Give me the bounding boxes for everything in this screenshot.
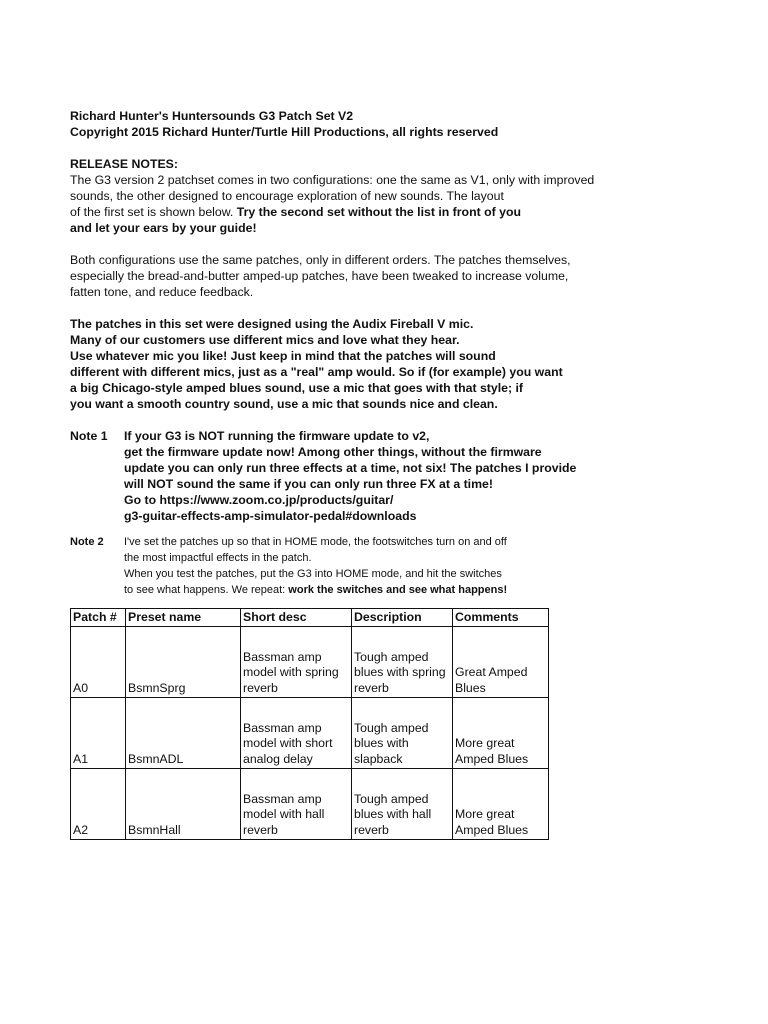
table-header-row xyxy=(71,609,549,627)
note-1-line: will NOT sound the same if you can only run three FX at a time! xyxy=(124,477,493,491)
mic-paragraph-line: different with different mics, just as a "real" amp would. So if (for example) you want xyxy=(70,365,563,379)
preset-name-cell: BsmnHall xyxy=(126,769,241,840)
note-1-line: If your G3 is NOT running the firmware update to v2, xyxy=(124,429,430,443)
note-1-line: update you can only run three effects at a time, not six! The patches I provide xyxy=(124,461,577,475)
release-notes-text: of the first set is shown below. xyxy=(70,205,234,219)
mic-paragraph-line: Use whatever mic you like! Just keep in mind that the patches will sound xyxy=(70,349,496,363)
patch-number-cell: A0 xyxy=(71,627,126,698)
column-header-comments: Comments xyxy=(453,609,549,627)
column-header-short-desc: Short desc xyxy=(241,609,352,627)
mic-paragraph-line: The patches in this set were designed using the Audix Fireball V mic. xyxy=(70,317,474,331)
note-2-line xyxy=(124,582,690,598)
note-2-emphasis: work the switches and see what happens! xyxy=(288,584,508,596)
patch-table xyxy=(70,608,549,840)
configurations-line: especially the bread-and-butter amped-up patches, have been tweaked to increase volume, xyxy=(70,269,569,283)
configurations-line: fatten tone, and reduce feedback. xyxy=(70,285,254,299)
note-1-label: Note 1 xyxy=(70,429,108,443)
document-page xyxy=(70,108,690,840)
mic-paragraph-line: a big Chicago-style amped blues sound, use a mic that goes with that style; if xyxy=(70,381,524,395)
column-header-description: Description xyxy=(352,609,453,627)
description-cell: Tough amped blues with hall reverb xyxy=(352,769,453,840)
mic-paragraph-line: Many of our customers use different mics and love what they hear. xyxy=(70,333,460,347)
note-1 xyxy=(70,428,690,524)
column-header-preset: Preset name xyxy=(126,609,241,627)
note-2-label: Note 2 xyxy=(70,536,104,548)
configurations-line: Both configurations use the same patches, only in different orders. The patches themselves, xyxy=(70,253,571,267)
description-cell: Tough amped blues with slapback xyxy=(352,698,453,769)
firmware-url-line: Go to https://www.zoom.co.jp/products/guitar/ xyxy=(124,493,394,507)
firmware-url-line: g3-guitar-effects-amp-simulator-pedal#downloads xyxy=(124,509,417,523)
short-desc-cell: Bassman amp model with spring reverb xyxy=(241,627,352,698)
patch-number-cell: A1 xyxy=(71,698,126,769)
patch-number-cell: A2 xyxy=(71,769,126,840)
release-notes-line xyxy=(70,204,690,220)
note-1-line: get the firmware update now! Among other things, without the firmware xyxy=(124,445,542,459)
short-desc-cell: Bassman amp model with short analog delay xyxy=(241,698,352,769)
table-row xyxy=(71,769,549,840)
document-title: Richard Hunter's Huntersounds G3 Patch Set V2 xyxy=(70,109,354,123)
note-2 xyxy=(70,534,690,598)
table-row xyxy=(71,627,549,698)
note-2-line: I've set the patches up so that in HOME mode, the footswitches turn on and off xyxy=(124,536,507,548)
comments-cell: More great Amped Blues xyxy=(453,769,549,840)
note-2-line: the most impactful effects in the patch. xyxy=(124,552,312,564)
comments-cell: Great Amped Blues xyxy=(453,627,549,698)
mic-paragraph-line: you want a smooth country sound, use a mic that sounds nice and clean. xyxy=(70,397,498,411)
release-notes-emphasis: and let your ears by your guide! xyxy=(70,221,257,235)
copyright-line: Copyright 2015 Richard Hunter/Turtle Hill Productions, all rights reserved xyxy=(70,125,499,139)
table-row xyxy=(71,698,549,769)
release-notes-emphasis: Try the second set without the list in front of you xyxy=(233,205,521,219)
note-2-line: When you test the patches, put the G3 into HOME mode, and hit the switches xyxy=(124,568,502,580)
short-desc-cell: Bassman amp model with hall reverb xyxy=(241,769,352,840)
comments-cell: More great Amped Blues xyxy=(453,698,549,769)
note-2-text: to see what happens. We repeat: xyxy=(124,584,289,596)
column-header-patch: Patch # xyxy=(71,609,126,627)
preset-name-cell: BsmnSprg xyxy=(126,627,241,698)
description-cell: Tough amped blues with spring reverb xyxy=(352,627,453,698)
release-notes-line: The G3 version 2 patchset comes in two configurations: one the same as V1, only with improved xyxy=(70,173,595,187)
release-notes-line: sounds, the other designed to encourage exploration of new sounds. The layout xyxy=(70,189,504,203)
release-notes-heading: RELEASE NOTES: xyxy=(70,157,178,171)
preset-name-cell: BsmnADL xyxy=(126,698,241,769)
